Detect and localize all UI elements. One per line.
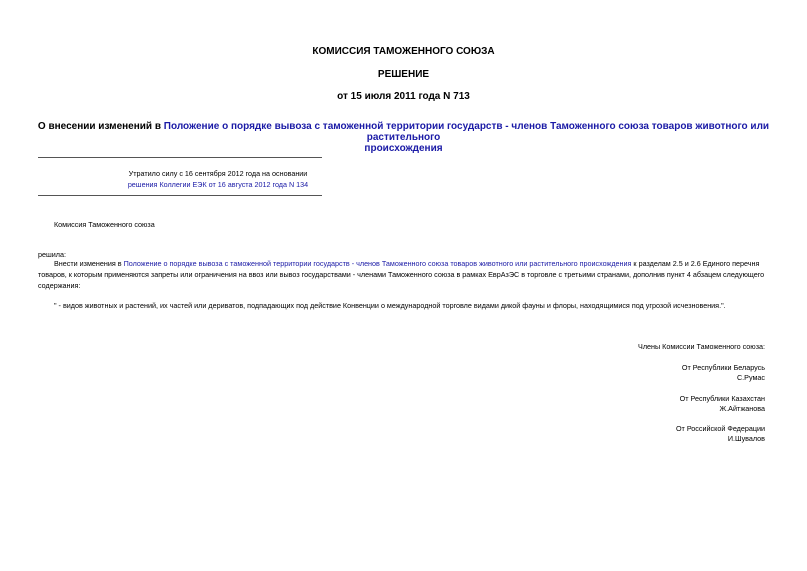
signatory-country: От Республики Беларусь <box>681 363 765 372</box>
paragraph-1-line-3: содержания: <box>38 281 81 290</box>
signatory-country: От Российской Федерации <box>675 424 765 433</box>
document-title <box>0 121 807 154</box>
quoted-addition: " - видов животных и растений, их частей или дериватов, подпадающих под действие Конвенции о международной торговле видами дикой фауны и флоры, находящимися под угрозой исчезновения.". <box>54 301 726 310</box>
issuer-text: Комиссия Таможенного союза <box>54 220 155 229</box>
signatory-name: И.Шувалов <box>727 434 765 443</box>
title-link-cont[interactable]: происхождения <box>364 143 443 154</box>
status-link[interactable]: решения Коллегии ЕЭК от 16 августа 2012 года N 134 <box>127 180 309 189</box>
divider-top <box>38 157 322 158</box>
para1-prefix: Внести изменения в <box>54 259 124 268</box>
title-link[interactable]: Положение о порядке вывоза с таможенной территории государств - членов Таможенного союза товаров животного или растительного <box>163 121 770 143</box>
divider-bottom <box>38 195 322 196</box>
signatory-name: С.Румас <box>736 373 765 382</box>
paragraph-1-line-2: товаров, к которым применяются запреты или ограничения на ввоз или вывоз государствами - членами Таможенного союза в рамках ЕврАзЭС в торговле с третьими странами, дополнив пункт 4 абзацем следующего <box>38 270 765 279</box>
title-prefix: О внесении изменений в <box>37 121 164 132</box>
signatures-heading: Члены Комиссии Таможенного союза: <box>638 342 765 351</box>
document-date-number: от 15 июля 2011 года N 713 <box>337 91 470 102</box>
organization-heading: КОМИССИЯ ТАМОЖЕННОГО СОЮЗА <box>312 46 495 57</box>
para1-mid: к разделам 2.5 и 2.6 Единого перечня <box>631 259 760 268</box>
status-note: Утратило силу с 16 сентября 2012 года на основании <box>128 169 308 178</box>
decided-text: решила: <box>38 250 66 259</box>
signatory-country: От Республики Казахстан <box>679 394 765 403</box>
document-type: РЕШЕНИЕ <box>377 69 430 80</box>
para1-link[interactable]: Положение о порядке вывоза с таможенной территории государств - членов Таможенного союза товаров животного или растительного происхождения <box>123 259 632 268</box>
signatory-name: Ж.Айтжанова <box>719 404 765 413</box>
paragraph-1-line-1 <box>54 258 759 269</box>
